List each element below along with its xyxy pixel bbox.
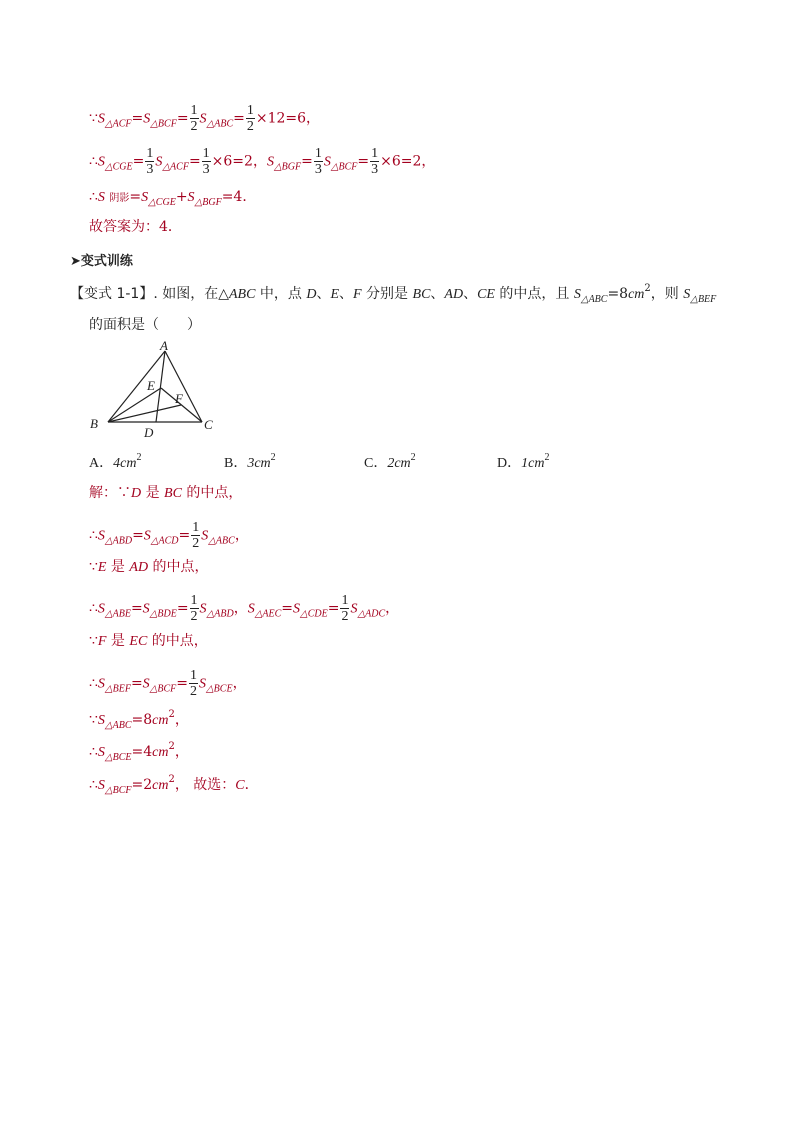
- side-ab: [108, 351, 165, 422]
- solution-line-8: $\therefore S_{\triangle BCE}=4cm^2$，: [89, 741, 189, 763]
- label-f: F: [175, 391, 183, 406]
- label-a: A: [160, 338, 168, 353]
- solution-line-9: $\therefore S_{\triangle BCF}=2cm^2$， 故选：C．: [89, 774, 259, 796]
- solution-line-7: $\because S_{\triangle ABC}=8cm^2$，: [89, 709, 189, 731]
- label-c: C: [204, 417, 213, 432]
- solution-line-6: $\therefore S_{\triangle BEF}=S_{\triangle BCF}=$ $\frac{1}{2}$ $S_{\triangle BCE}$，: [89, 668, 247, 699]
- because-symbol: ∵: [89, 110, 98, 127]
- solution-line-5: ∵F 是 EC 的中点，: [89, 633, 208, 649]
- option-b[interactable]: B．$3cm^2$: [224, 452, 276, 471]
- solution-line-3: ∵E 是 AD 的中点，: [89, 559, 209, 575]
- problem-statement-cont: 的面积是（ ）: [89, 317, 201, 333]
- label-d: D: [144, 425, 154, 440]
- problem-statement: 【变式 1-1】. 如图，在△ABC 中，点 D、E、F 分别是 BC、AD、CE 的中点，且 $S_{\triangle ABC}=8cm^2$，则 $S_{\triangle BEF}$: [70, 283, 717, 305]
- side-ac: [165, 351, 202, 422]
- label-e: E: [147, 378, 155, 393]
- option-d[interactable]: D．$1cm^2$: [497, 452, 550, 471]
- triangle-figure: [85, 338, 225, 443]
- segment-be: [108, 388, 161, 422]
- prev-solution-line-3: ∴S 阴影$=S_{\triangle CGE}+S_{\triangle BGF}=4$．: [89, 189, 257, 208]
- solution-line-1: 解：∵D 是 BC 的中点，: [89, 485, 243, 501]
- option-a[interactable]: A．$4cm^2$: [89, 452, 142, 471]
- segment-ad: [156, 351, 165, 422]
- solution-line-2: $\therefore S_{\triangle ABD}=S_{\triangle ACD}=$ $\frac{1}{2}$ $S_{\triangle ABC}$，: [89, 520, 249, 551]
- prev-solution-line-1: $\because S_{\triangle ACF}=S_{\triangle BCF}=$ $\frac{1}{2}$ $S_{\triangle ABC}=$ $\frac{1}{2}$ ×12=6，: [89, 103, 321, 134]
- solution-line-4: $\therefore S_{\triangle ABE}=S_{\triangle BDE}=$ $\frac{1}{2}$ $S_{\triangle ABD}$，$S_{\triangle AEC}=S_{\triangle CDE}=$ $\frac{1}{2}$ $S_{\triangle ADC}$，: [89, 593, 400, 624]
- label-b: B: [90, 416, 98, 431]
- prev-answer: 故答案为：4．: [89, 219, 182, 235]
- option-c[interactable]: C．$2cm^2$: [364, 452, 416, 471]
- prev-solution-line-2: $\therefore S_{\triangle CGE}=$ $\frac{1}{3}$ $S_{\triangle ACF}=$ $\frac{1}{3}$ ×6=2，$S_{\triangle BGF}=$ $\frac{1}{3}$ $S_{\triangle BCF}=$ $\frac{1}{3}$ ×6=2，: [89, 146, 436, 177]
- problem-tag: 【变式 1-1】: [70, 286, 154, 302]
- section-title: ➤变式训练: [70, 254, 133, 269]
